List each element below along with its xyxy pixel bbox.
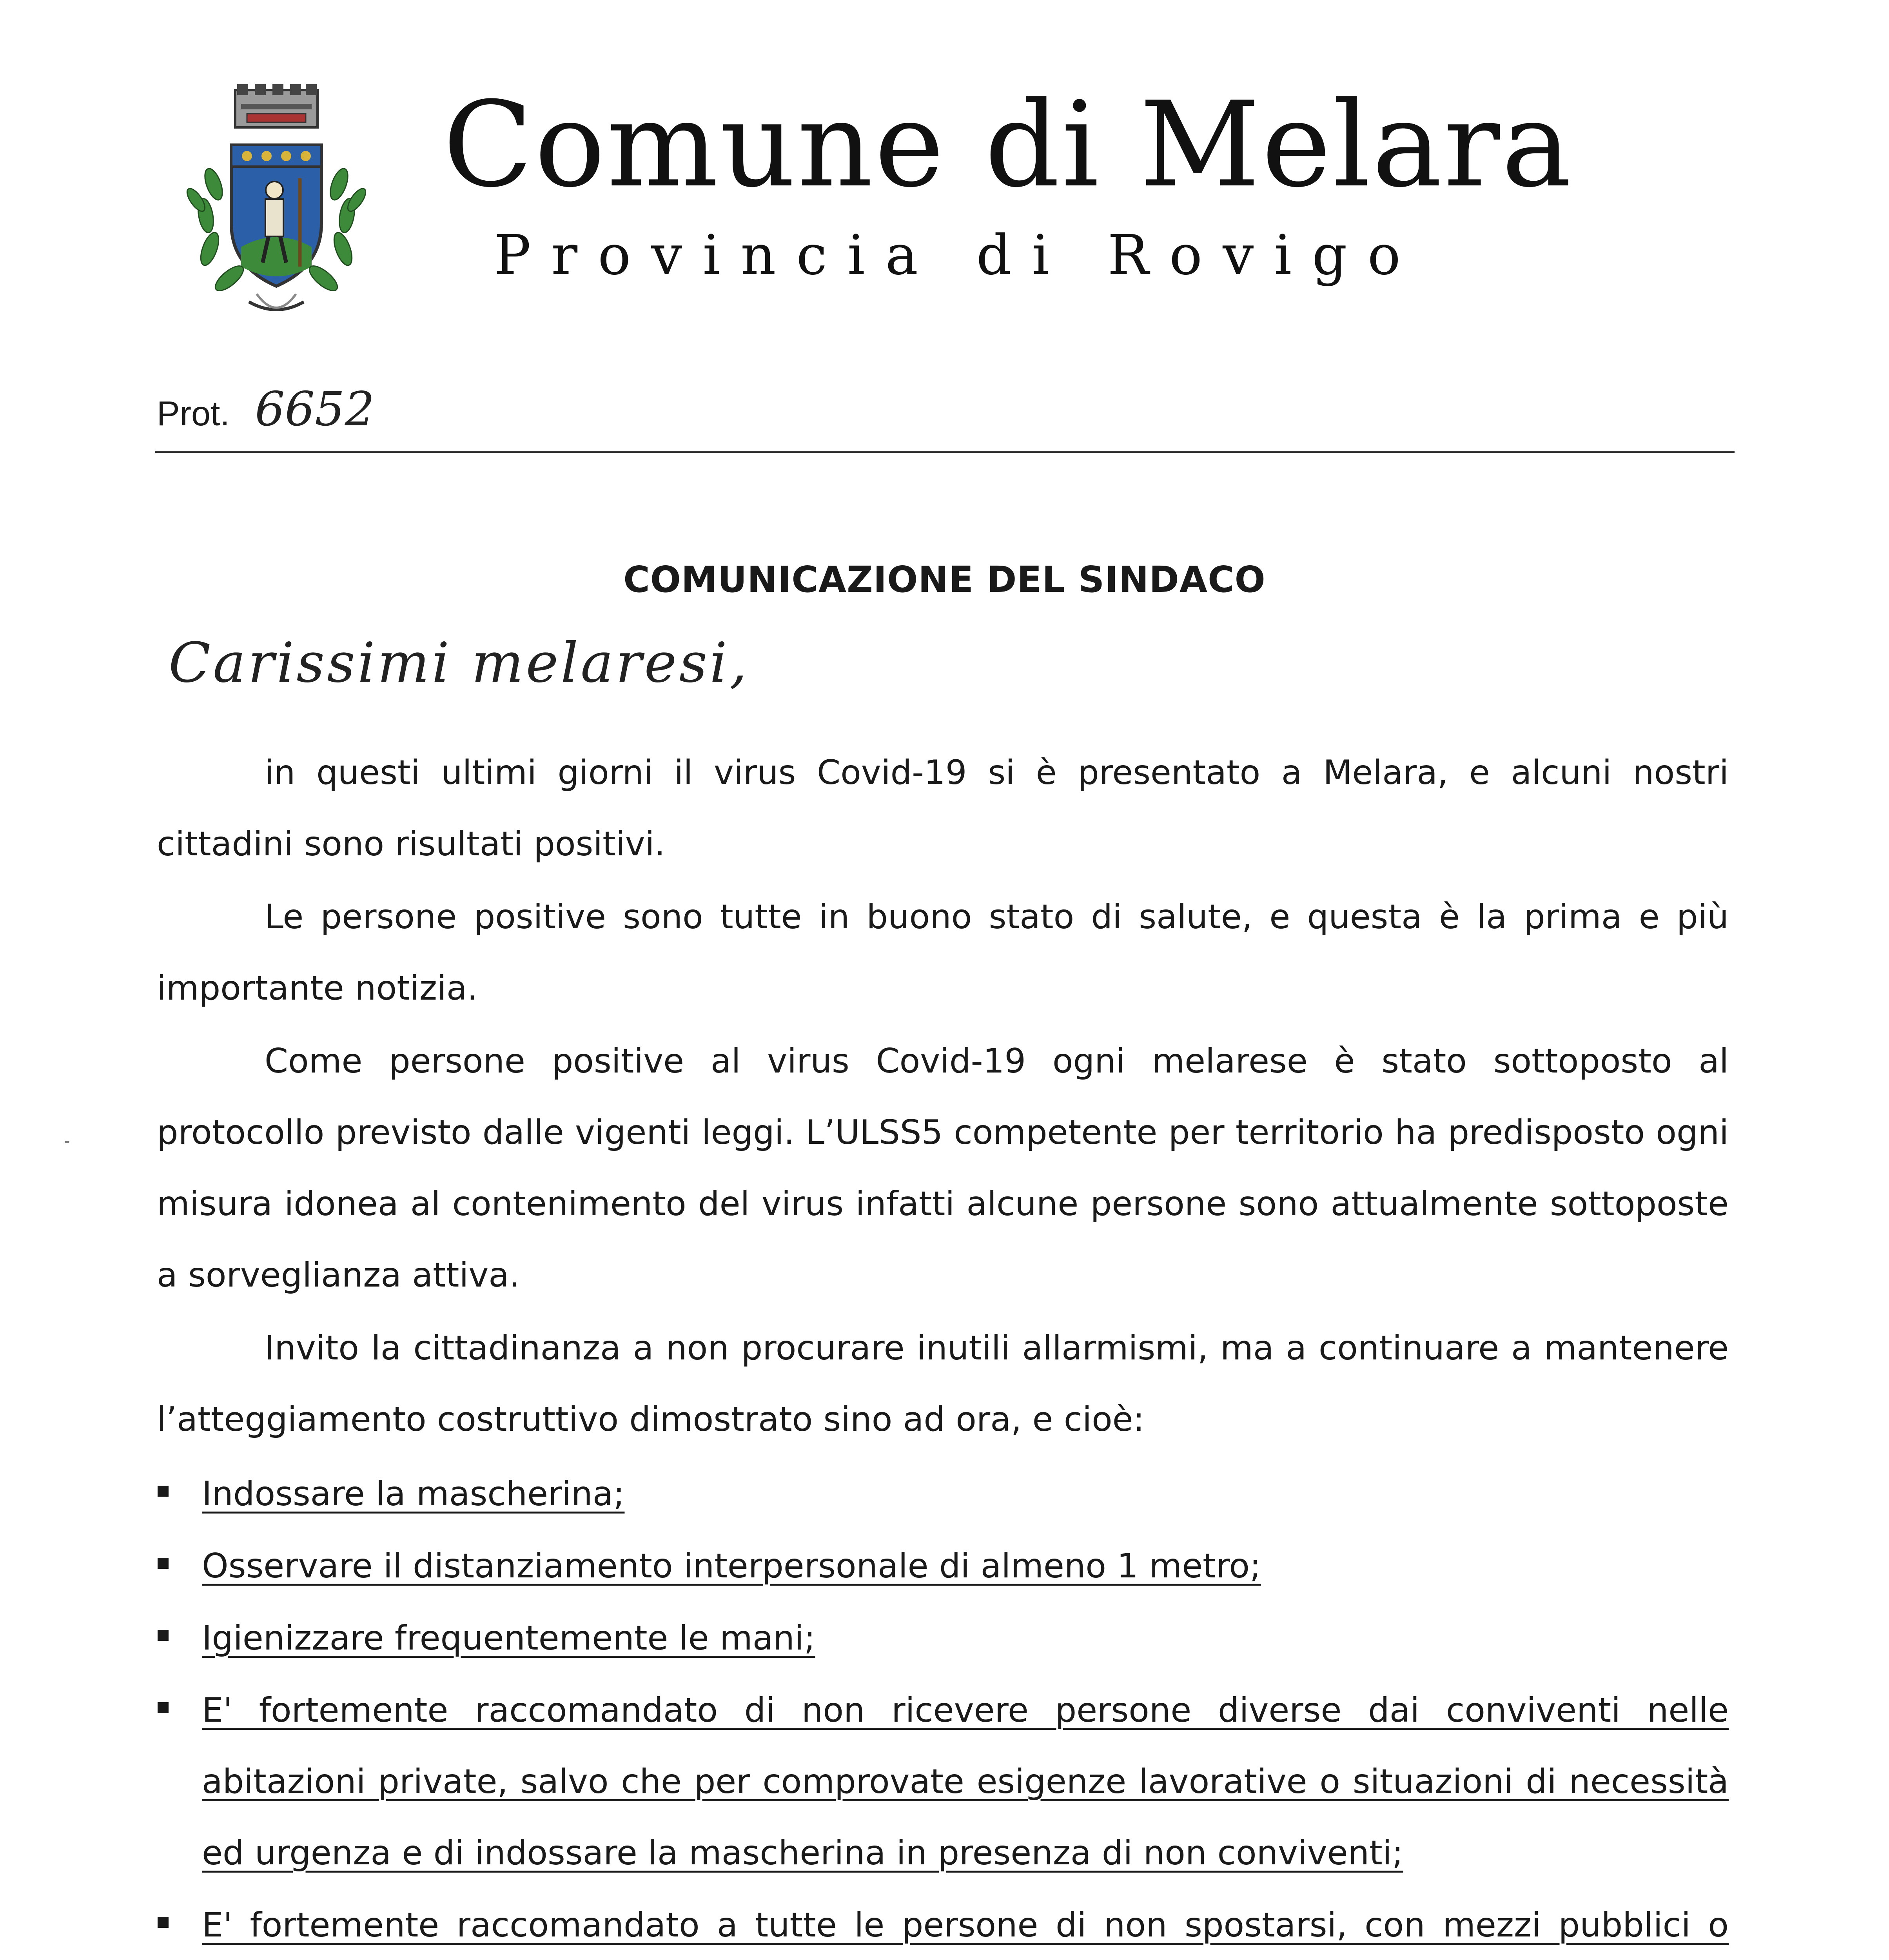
body-paragraph: in questi ultimi giorni il virus Covid-19 si è presentato a Melara, e alcuni nostri cittadini sono risultati positivi. <box>157 753 1729 864</box>
body-paragraph: Le persone positive sono tutte in buono stato di salute, e questa è la prima e più importante notizia. <box>157 897 1729 1008</box>
bullet-icon <box>158 1630 169 1641</box>
bullet-icon <box>158 1917 169 1928</box>
header-divider <box>155 451 1735 453</box>
body-paragraph: Invito la cittadinanza a non procurare inutili allarmismi, ma a continuare a mantenere l’atteggiamento costruttivo dimostrato sino ad ora, e cioè: <box>157 1328 1729 1439</box>
list-item-text: Igienizzare frequentemente le mani; <box>202 1619 815 1658</box>
list-item <box>157 1889 1729 1960</box>
list-item <box>157 1675 1729 1889</box>
list-item-text: Osservare il distanziamento interpersonale di almeno 1 metro; <box>202 1546 1261 1586</box>
document-body <box>157 737 1729 1960</box>
bullet-icon <box>158 1486 169 1497</box>
scan-speck <box>65 1141 69 1143</box>
protocol-line <box>157 382 375 437</box>
bullet-icon <box>158 1558 169 1569</box>
list-item <box>157 1458 1729 1530</box>
protocol-label: Prot. <box>157 394 230 433</box>
list-item-text: E' fortemente raccomandato a tutte le persone di non spostarsi, con mezzi pubblici o <box>202 1906 1729 1945</box>
handwritten-greeting: Carissimi melaresi, <box>169 631 749 695</box>
recommendations-list <box>157 1458 1729 1960</box>
crest-icon <box>174 82 378 333</box>
document-title: COMUNICAZIONE DEL SINDACO <box>623 559 1266 601</box>
province-subtitle: Provincia di Rovigo <box>494 223 1421 287</box>
municipality-title: Comune di Melara <box>443 76 1573 213</box>
body-paragraph: Come persone positive al virus Covid-19 ogni melarese è stato sottoposto al protocollo previsto dalle vigenti leggi. L’ULSS5 competente per territorio ha predisposto ogni misura idonea al contenimento del virus infatti alcune persone sono attualmente sottoposte a sorveglianza attiva. <box>157 1042 1729 1295</box>
list-item <box>157 1602 1729 1674</box>
list-item <box>157 1530 1729 1602</box>
protocol-number: 6652 <box>255 382 375 437</box>
list-item-text: E' fortemente raccomandato di non ricevere persone diverse dai conviventi nelle abitazioni private, salvo che per comprovate esigenze lavorative o situazioni di necessità ed urgenza e di indossare la mascherina in presenza di non conviventi; <box>202 1691 1729 1873</box>
bullet-icon <box>158 1702 169 1713</box>
list-item-text: Indossare la mascherina; <box>202 1474 625 1514</box>
